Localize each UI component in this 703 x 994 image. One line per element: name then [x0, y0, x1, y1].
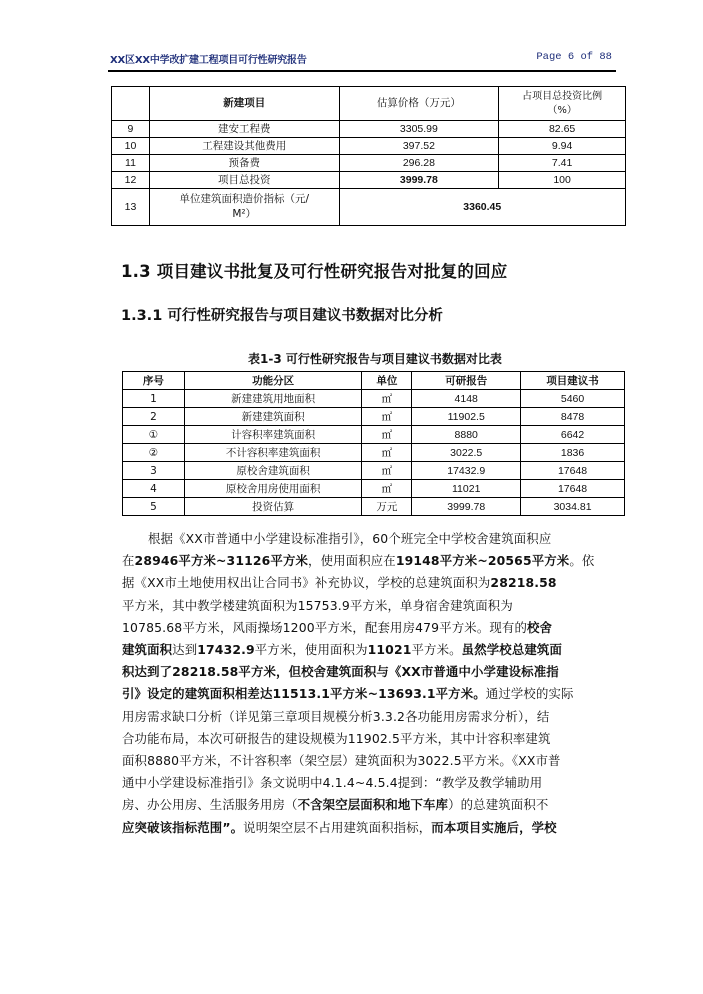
table-header-cell — [112, 87, 150, 121]
text-span: 达到 — [172, 642, 198, 658]
bold-span: 不含架空层面积和地下车库 — [297, 797, 449, 813]
item-name: 项目总投资 — [149, 172, 339, 189]
item-price: 397.52 — [339, 138, 499, 155]
item-name: 工程建设其他费用 — [149, 138, 339, 155]
item-pct: 9.94 — [499, 138, 626, 155]
unit-cost-value: 3360.45 — [339, 189, 625, 226]
cell: ① — [123, 426, 185, 444]
header-pct-line2: （%） — [547, 104, 577, 116]
cell: 4148 — [412, 390, 521, 408]
comparison-table — [122, 371, 625, 516]
cell: 8478 — [521, 408, 625, 426]
cell: 17648 — [521, 480, 625, 498]
page-header — [108, 50, 616, 72]
col-header: 单位 — [362, 372, 412, 390]
col-header: 项目建议书 — [521, 372, 625, 390]
item-name — [149, 189, 339, 226]
cell: 原校舍用房使用面积 — [184, 480, 362, 498]
table-row — [112, 155, 626, 172]
item-pct: 100 — [499, 172, 626, 189]
cell: 万元 — [362, 498, 412, 516]
cell: 17432.9 — [412, 462, 521, 480]
item-price: 296.28 — [339, 155, 499, 172]
text-span: ）的总建筑面积不 — [448, 797, 549, 813]
item-price: 3999.78 — [339, 172, 499, 189]
text-span: 据《XX市土地使用权出让合同书》补充协议，学校的总建筑面积为 — [122, 575, 491, 591]
cell: 投资估算 — [184, 498, 362, 516]
col-header: 序号 — [123, 372, 185, 390]
cell: ② — [123, 444, 185, 462]
cell: ㎡ — [362, 408, 412, 426]
cell: 计容积率建筑面积 — [184, 426, 362, 444]
text-span: 平方米。 — [411, 642, 462, 658]
body-paragraph — [122, 528, 622, 839]
item-pct: 82.65 — [499, 121, 626, 138]
para-line: 合功能布局，本次可研报告的建设规模为11902.5平方米，其中计容积率建筑 — [122, 730, 551, 746]
para-line: 平方米，其中教学楼建筑面积为15753.9平方米，单身宿舍建筑面积为 — [122, 597, 513, 613]
cell: 3034.81 — [521, 498, 625, 516]
row-number: 9 — [112, 121, 150, 138]
cell: 8880 — [412, 426, 521, 444]
bold-span: 28946平方米~31126平方米 — [134, 553, 309, 569]
subsection-heading: 1.3.1 可行性研究报告与项目建议书数据对比分析 — [121, 308, 443, 324]
item-price: 3305.99 — [339, 121, 499, 138]
row-number: 11 — [112, 155, 150, 172]
row-number: 12 — [112, 172, 150, 189]
bold-span: 11021 — [367, 642, 412, 658]
table-row — [112, 172, 626, 189]
table-row — [123, 408, 625, 426]
para-line: 根据《XX市普通中小学建设标准指引》，60个班完全中学校舍建筑面积应 — [148, 531, 552, 546]
row-number: 10 — [112, 138, 150, 155]
para-line — [122, 572, 622, 594]
col-header: 可研报告 — [412, 372, 521, 390]
cell: 原校舍建筑面积 — [184, 462, 362, 480]
text-span: 。依 — [569, 553, 595, 569]
bold-span: 校舍 — [527, 619, 553, 635]
para-line: 积达到了28218.58平方米，但校舍建筑面积与《XX市普通中小学建设标准指 — [122, 664, 559, 680]
document-title: XX区XX中学改扩建工程项目可行性研究报告 — [110, 55, 307, 66]
cell: 1836 — [521, 444, 625, 462]
text-span: 通过学校的实际 — [485, 686, 574, 702]
para-line — [122, 617, 622, 639]
table-row — [123, 498, 625, 516]
para-line — [122, 794, 622, 816]
para-line: 用房需求缺口分析（详见第三章项目规模分析3.3.2各功能用房需求分析），结 — [122, 708, 550, 724]
cell: ㎡ — [362, 444, 412, 462]
table-row — [123, 480, 625, 498]
bold-span: 虽然学校总建筑面 — [461, 642, 562, 658]
para-line: 面积8880平方米，不计容积率（架空层）建筑面积为3022.5平方米。《XX市普 — [122, 753, 561, 769]
text-span: 10785.68平方米，风雨操场1200平方米，配套用房479平方米。现有的 — [122, 619, 527, 635]
item-pct: 7.41 — [499, 155, 626, 172]
cell: ㎡ — [362, 480, 412, 498]
cell: 17648 — [521, 462, 625, 480]
cell: ㎡ — [362, 390, 412, 408]
cell: 2 — [123, 408, 185, 426]
table-row — [123, 462, 625, 480]
text-span: 在 — [122, 553, 135, 569]
text-span: 平方米，使用面积为 — [254, 642, 368, 658]
cell: 1 — [123, 390, 185, 408]
para-line: 通中小学建设标准指引》条文说明中4.1.4~4.5.4提到：“教学及教学辅助用 — [122, 775, 543, 791]
cell: 3022.5 — [412, 444, 521, 462]
section-heading: 1.3 项目建议书批复及可行性研究报告对批复的回应 — [121, 262, 508, 281]
bold-span: 而本项目实施后，学校 — [431, 819, 557, 835]
row-number: 13 — [112, 189, 150, 226]
cell: ㎡ — [362, 462, 412, 480]
bold-span: 28218.58 — [490, 575, 557, 591]
table-row — [123, 426, 625, 444]
cell: 3999.78 — [412, 498, 521, 516]
cell: 5460 — [521, 390, 625, 408]
bold-span: 应突破该指标范围”。 — [122, 819, 244, 835]
cell: 新建建筑用地面积 — [184, 390, 362, 408]
table-caption: 表1-3 可行性研究报告与项目建议书数据对比表 — [248, 352, 502, 366]
investment-table — [111, 86, 626, 226]
table-header-row — [112, 87, 626, 121]
bold-span: 19148平方米~20565平方米 — [395, 553, 570, 569]
item-name: 预备费 — [149, 155, 339, 172]
table-header-row — [123, 372, 625, 390]
cell: 新建建筑面积 — [184, 408, 362, 426]
bold-span: 建筑面积 — [122, 642, 173, 658]
bold-span: 引》设定的建筑面积相差达11513.1平方米~13693.1平方米。 — [122, 686, 486, 702]
item-name: 建安工程费 — [149, 121, 339, 138]
col-header: 功能分区 — [184, 372, 362, 390]
table-header-cell: 估算价格（万元） — [339, 87, 499, 121]
table-row — [112, 138, 626, 155]
para-line — [122, 817, 622, 839]
para-line — [122, 550, 622, 572]
table-header-cell: 新建项目 — [149, 87, 339, 121]
para-line — [122, 639, 622, 661]
item-name-line1: 单位建筑面积造价指标（元/ — [179, 193, 309, 205]
table-row — [123, 444, 625, 462]
text-span: 房、办公用房、生活服务用房（ — [122, 797, 298, 813]
text-span: 说明架空层不占用建筑面积指标， — [243, 819, 432, 835]
cell: 不计容积率建筑面积 — [184, 444, 362, 462]
item-name-line2: M²） — [232, 208, 257, 220]
cell: 4 — [123, 480, 185, 498]
table-row — [112, 121, 626, 138]
table-row — [123, 390, 625, 408]
para-line — [122, 683, 622, 705]
header-pct-line1: 占项目总投资比例 — [522, 90, 603, 102]
page-number: Page 6 of 88 — [536, 51, 612, 63]
cell: 5 — [123, 498, 185, 516]
cell: 11902.5 — [412, 408, 521, 426]
table-header-cell — [499, 87, 626, 121]
table-row — [112, 189, 626, 226]
text-span: ，使用面积应在 — [308, 553, 396, 569]
cell: ㎡ — [362, 426, 412, 444]
cell: 3 — [123, 462, 185, 480]
cell: 11021 — [412, 480, 521, 498]
bold-span: 17432.9 — [197, 642, 255, 658]
cell: 6642 — [521, 426, 625, 444]
